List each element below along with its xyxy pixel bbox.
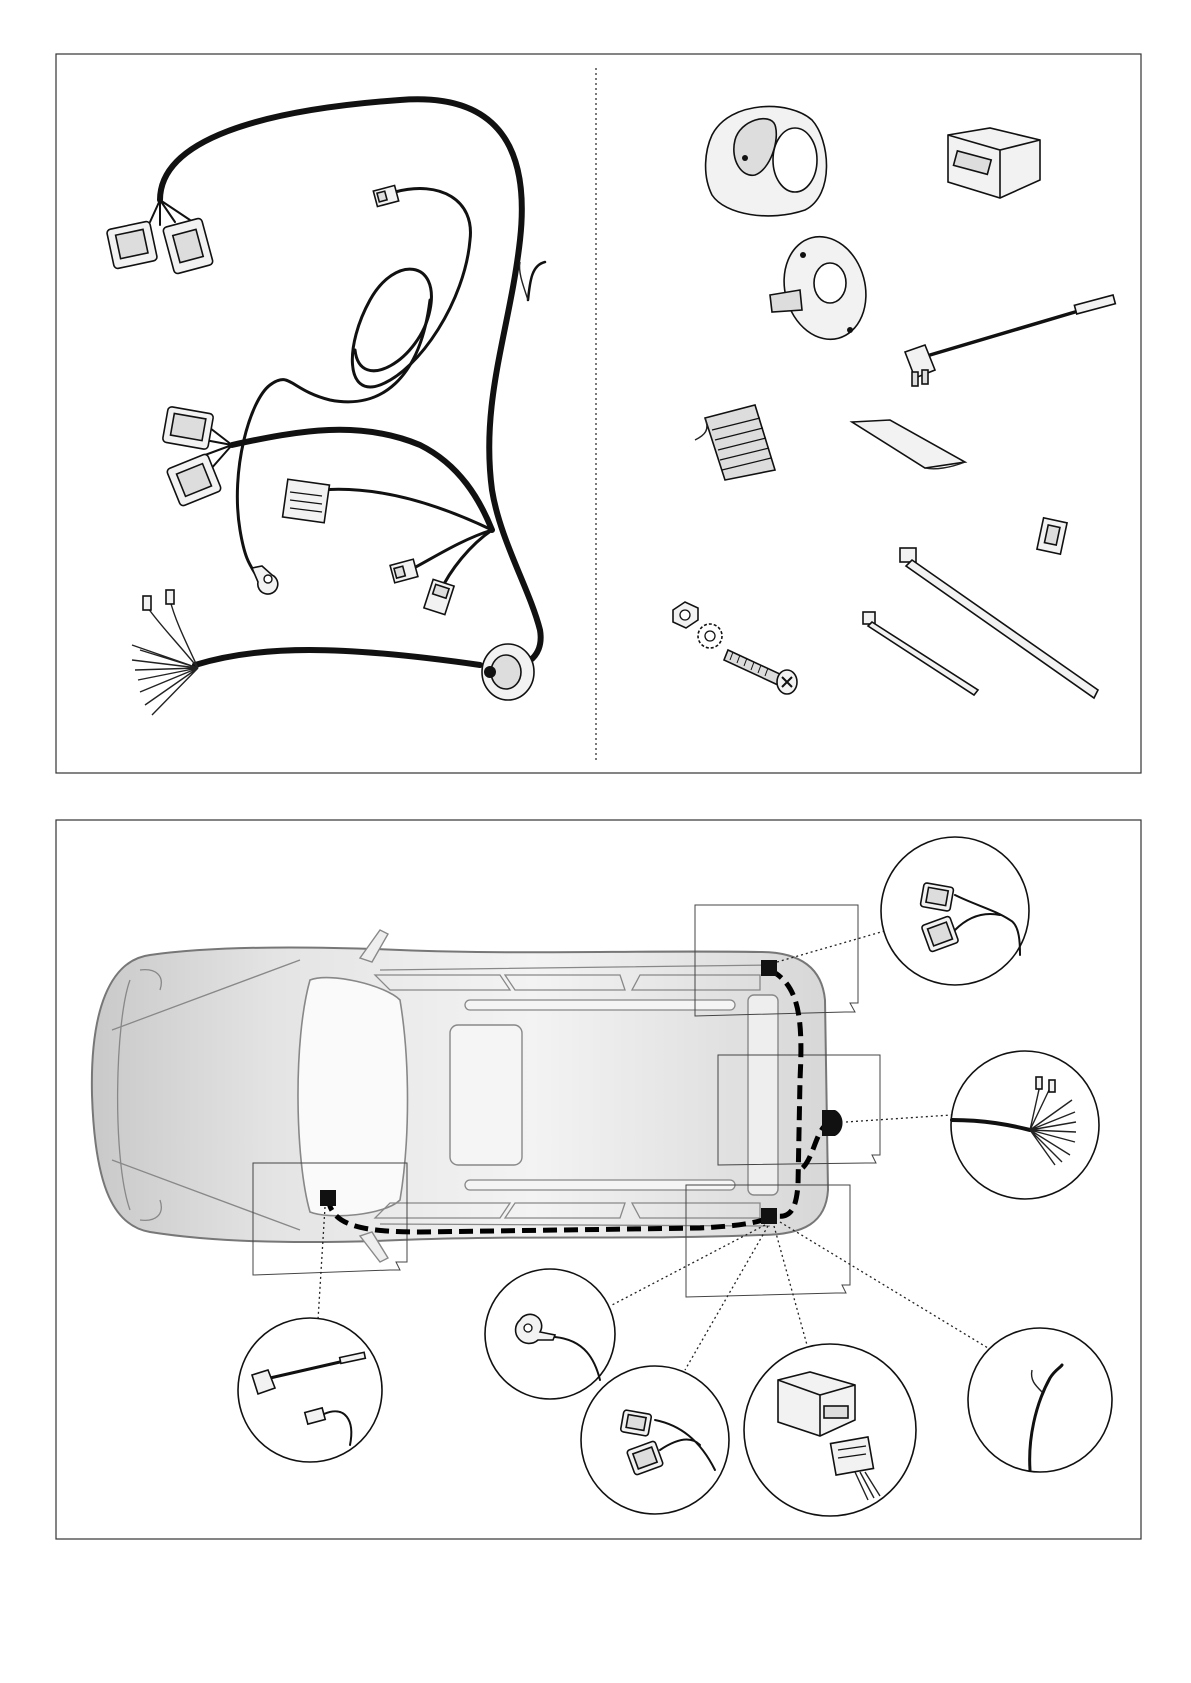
clip-icon [1037,518,1067,554]
ground-terminal-detail [485,1269,615,1399]
grommet-socket-icon [482,644,534,700]
flat-connector-wire [320,489,492,530]
foam-strip-icon [695,405,775,480]
right-rear-connection-marker [761,1208,777,1224]
small-top-connector-icon [373,185,398,206]
fuse-lead-icon [905,295,1115,386]
control-module-icon [948,128,1040,198]
adhesive-pad-icon [852,420,965,469]
module-connector-detail [744,1344,916,1516]
kit-contents-panel [56,54,1141,773]
trunk-wire-lower [195,650,480,665]
tow-socket-connection-marker [822,1110,843,1136]
loose-wire-detail [968,1328,1112,1472]
middle-connector-pair-icon [162,406,232,507]
loose-wire-end-2 [520,262,528,300]
leader-right-rear [685,1226,768,1370]
leader-loose-wire [780,1222,988,1348]
upper-connector-pair-icon [106,200,213,274]
ring-terminal-icon [252,566,278,594]
tow-socket-wires-detail [951,1051,1099,1199]
left-rear-connector-detail [881,837,1029,985]
leader-tow-socket [846,1115,951,1122]
front-fuse-connection-marker [320,1190,336,1206]
small-connector-a-icon [390,559,418,583]
right-rear-connector-detail [581,1366,729,1514]
main-harness [106,99,545,715]
loose-wire-ends-icon [132,590,198,715]
flat-connector-icon [283,479,330,522]
socket-cover-icon [706,106,827,215]
cable-tie-icon [863,548,1098,698]
left-rear-connection-marker [761,960,777,976]
trunk-wire-middle [232,430,492,530]
loose-wire-end [528,262,545,300]
accessories [673,106,1115,698]
leader-module [774,1226,807,1345]
mounting-plate-icon [770,227,877,348]
nut-washer-screw-icon [673,602,797,694]
vehicle-routing-panel [56,820,1141,1539]
small-connector-wire-a [410,530,492,570]
small-connector-b-icon [424,579,454,614]
trunk-wire-upper-loop [160,99,541,668]
front-fuse-lead-detail [238,1318,382,1462]
coil-wire [352,189,470,387]
